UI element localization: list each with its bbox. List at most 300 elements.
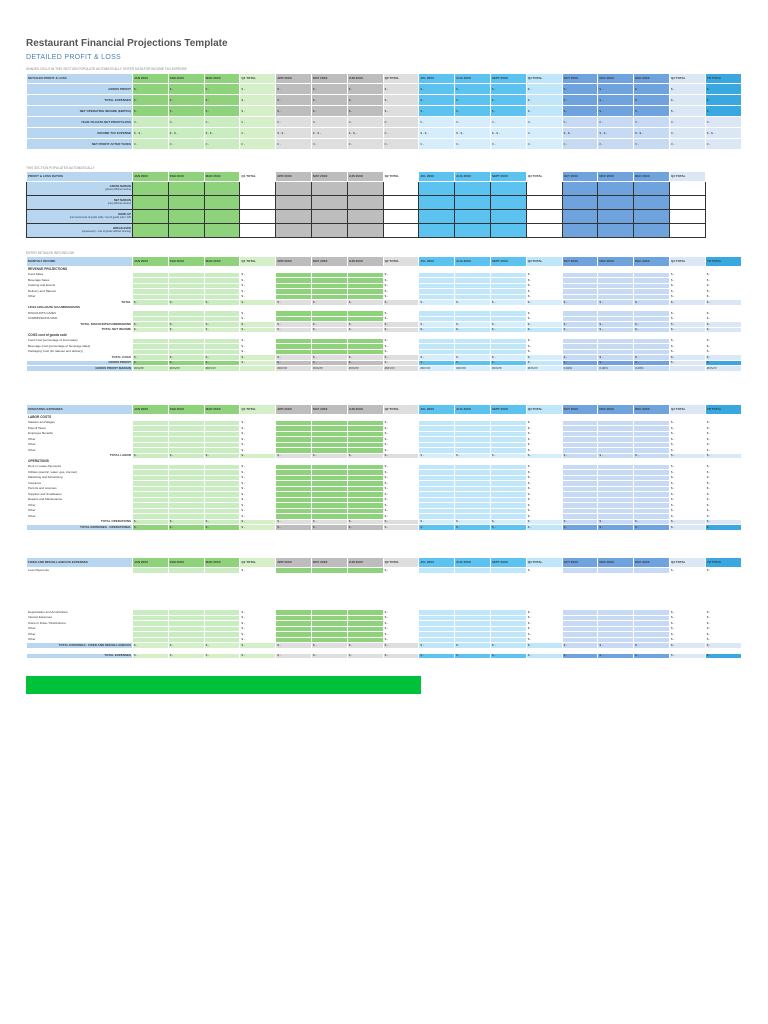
value-cell: $ - <box>490 643 526 649</box>
value-cell: $ - <box>490 360 526 366</box>
value-cell: $ - <box>383 311 419 317</box>
column-header: OCT 20XX <box>562 74 598 84</box>
value-cell: $ - <box>383 420 419 426</box>
value-cell: $ - <box>240 486 276 492</box>
value-cell: $ - <box>133 519 169 525</box>
value-cell: $ - <box>526 448 562 454</box>
row-label: Owner's Draw / Distributions <box>27 621 133 627</box>
row-label: TOTAL EXPENSES <box>27 653 133 659</box>
value-cell: $ - <box>526 355 562 361</box>
value-cell: 0 - <box>490 139 526 150</box>
column-header: NOV 20XX <box>598 172 634 182</box>
value-cell: $ - <box>526 568 562 574</box>
value-cell: $ - <box>383 95 419 106</box>
value-cell: 0 - <box>311 139 347 150</box>
ratio-cell <box>490 210 526 224</box>
value-cell: $ - <box>705 568 741 574</box>
value-cell: $ - <box>240 514 276 520</box>
ratio-cell <box>276 196 312 210</box>
ratio-cell <box>168 196 204 210</box>
column-header: YR TOTAL <box>705 558 741 568</box>
value-cell: $ - <box>383 643 419 649</box>
column-header: AUG 20XX <box>455 257 491 267</box>
value-cell: $ - <box>634 106 670 117</box>
fixed-header-row <box>27 558 742 568</box>
value-cell: $ - <box>204 106 240 117</box>
ratio-cell <box>240 224 276 238</box>
column-header: SEPT 20XX <box>490 172 526 182</box>
ratio-cell <box>455 210 491 224</box>
value-cell: $ - <box>383 475 419 481</box>
ratio-name: GROSS MARGIN <box>109 184 131 188</box>
section-title: LABOR COSTS <box>27 415 742 421</box>
value-cell: 0 - <box>383 128 419 139</box>
value-cell: $ - $ - <box>455 128 491 139</box>
value-cell: $ - <box>598 653 634 659</box>
ratio-cell <box>419 182 455 196</box>
value-cell: $ - <box>634 355 670 361</box>
value-cell: $ - <box>347 453 383 459</box>
value-cell: $ - <box>526 106 562 117</box>
row-label: Rent or Lease Payments <box>27 464 133 470</box>
value-cell: $ - <box>526 615 562 621</box>
value-cell: $ - <box>168 327 204 333</box>
value-cell: $ - <box>419 300 455 306</box>
value-cell: $ - <box>383 355 419 361</box>
value-cell: $ - <box>669 311 705 317</box>
ratio-cell <box>562 196 598 210</box>
value-cell: $ - <box>669 568 705 574</box>
ratio-cell <box>276 224 312 238</box>
value-cell: $ - <box>347 525 383 531</box>
value-cell: $ - <box>240 338 276 344</box>
ratio-cell <box>669 182 705 196</box>
value-cell: $ - <box>455 653 491 659</box>
value-cell: 0 - <box>634 117 670 128</box>
ratio-cell <box>347 196 383 210</box>
value-cell[interactable] <box>562 568 598 574</box>
ratio-cell <box>311 224 347 238</box>
value-cell: $ - <box>383 621 419 627</box>
value-cell: $ - <box>669 470 705 476</box>
column-header: JAN 20XX <box>133 257 169 267</box>
value-cell: $ - <box>419 327 455 333</box>
value-cell: $ - <box>669 610 705 616</box>
value-cell[interactable] <box>347 568 383 574</box>
value-cell: $ - <box>240 653 276 659</box>
value-cell: $ - <box>562 355 598 361</box>
value-cell: $ - <box>240 278 276 284</box>
column-header: APR 20XX <box>276 558 312 568</box>
value-cell[interactable] <box>455 568 491 574</box>
value-cell: $ - <box>240 84 276 95</box>
value-cell[interactable] <box>133 568 169 574</box>
value-cell: $ - <box>455 327 491 333</box>
value-cell: $ - <box>634 519 670 525</box>
value-cell: #DIV/0! <box>133 366 169 372</box>
value-cell: $ - <box>705 632 741 638</box>
value-cell: $ - <box>705 448 741 454</box>
value-cell: $ - <box>311 95 347 106</box>
value-cell: 0 - <box>669 139 705 150</box>
value-cell[interactable] <box>168 568 204 574</box>
value-cell: $ - <box>276 643 312 649</box>
value-cell: $ - <box>240 106 276 117</box>
value-cell: $ - <box>240 322 276 328</box>
value-cell[interactable] <box>276 568 312 574</box>
ratio-row <box>27 182 706 196</box>
value-cell: $ - <box>562 360 598 366</box>
value-cell: $ - <box>383 568 419 574</box>
ratio-cell <box>669 196 705 210</box>
value-cell: $ - <box>705 653 741 659</box>
column-header: OCT 20XX <box>562 405 598 415</box>
value-cell: 0.00% <box>634 366 670 372</box>
ratio-cell <box>526 224 562 238</box>
value-cell: $ - <box>669 360 705 366</box>
value-cell: $ - <box>311 525 347 531</box>
value-cell: $ - <box>526 626 562 632</box>
column-header: MAY 20XX <box>311 74 347 84</box>
value-cell: $ - <box>276 653 312 659</box>
value-cell: $ - <box>383 632 419 638</box>
row-label: Other <box>27 632 133 638</box>
row-label: Marketing and Advertising <box>27 475 133 481</box>
value-cell: $ - <box>204 643 240 649</box>
row-label: GROSS PROFIT <box>27 84 133 95</box>
value-cell: $ - <box>383 349 419 355</box>
value-cell: $ - <box>240 568 276 574</box>
value-cell: $ - <box>705 643 741 649</box>
value-cell: $ - <box>168 519 204 525</box>
value-cell: $ - <box>383 426 419 432</box>
column-header: FEB 20XX <box>168 74 204 84</box>
value-cell: $ - <box>383 431 419 437</box>
value-cell: $ - <box>276 322 312 328</box>
value-cell[interactable] <box>634 568 670 574</box>
column-header: MAR 20XX <box>204 74 240 84</box>
column-header: Q1 TOTAL <box>240 558 276 568</box>
value-cell: $ - <box>669 653 705 659</box>
value-cell: 0 - <box>526 128 562 139</box>
value-cell: $ - <box>705 431 741 437</box>
column-header: APR 20XX <box>276 172 312 182</box>
value-cell: 0 - <box>562 139 598 150</box>
value-cell: $ - <box>669 643 705 649</box>
value-cell: $ - <box>669 615 705 621</box>
value-cell: $ - <box>240 643 276 649</box>
row-label: Utilities (electric, water, gas, internet) <box>27 470 133 476</box>
column-header: SEPT 20XX <box>490 558 526 568</box>
column-header: APR 20XX <box>276 74 312 84</box>
value-cell: $ - <box>705 481 741 487</box>
value-cell[interactable] <box>598 568 634 574</box>
value-cell: $ - <box>311 106 347 117</box>
column-header: Q2 TOTAL <box>383 257 419 267</box>
value-cell: $ - <box>598 327 634 333</box>
column-header: Q1 TOTAL <box>240 405 276 415</box>
value-cell: $ - $ - <box>562 128 598 139</box>
value-cell: $ - <box>705 426 741 432</box>
ratio-cell <box>276 182 312 196</box>
value-cell: $ - <box>168 322 204 328</box>
value-cell: $ - <box>240 621 276 627</box>
value-cell: 0 - <box>455 139 491 150</box>
value-cell: $ - <box>311 453 347 459</box>
value-cell: $ - <box>240 327 276 333</box>
value-cell: $ - <box>705 322 741 328</box>
ratio-cell <box>240 196 276 210</box>
value-cell: $ - <box>526 322 562 328</box>
value-cell[interactable] <box>490 568 526 574</box>
column-header: Q2 TOTAL <box>383 558 419 568</box>
value-cell: $ - <box>383 497 419 503</box>
fixed-expenses-table <box>26 557 742 574</box>
value-cell: $ - <box>347 300 383 306</box>
value-cell: $ - <box>562 300 598 306</box>
value-cell: $ - <box>383 338 419 344</box>
value-cell: $ - <box>276 84 312 95</box>
ratio-cell <box>347 210 383 224</box>
value-cell: $ - <box>383 470 419 476</box>
value-cell[interactable] <box>419 568 455 574</box>
value-cell: $ - <box>276 95 312 106</box>
summary-row <box>27 106 742 117</box>
row-label: TOTAL EXPENSES <box>27 95 133 106</box>
column-header: MAR 20XX <box>204 257 240 267</box>
value-cell: $ - <box>669 95 705 106</box>
value-cell: $ - <box>240 615 276 621</box>
ratio-cell <box>204 210 240 224</box>
value-cell: $ - <box>669 508 705 514</box>
total-row <box>27 366 742 372</box>
value-cell: $ - <box>204 322 240 328</box>
ratio-formula: (net income/cost of goods sold) / cost of goods sold × 100 <box>69 215 131 219</box>
column-header: FEB 20XX <box>168 558 204 568</box>
value-cell: $ - <box>705 355 741 361</box>
value-cell: $ - <box>669 481 705 487</box>
ratio-formula: (net profit/net income) <box>107 201 131 205</box>
column-header: JUN 20XX <box>347 74 383 84</box>
column-header: Q3 TOTAL <box>526 558 562 568</box>
value-cell: $ - <box>168 643 204 649</box>
value-cell: $ - <box>526 338 562 344</box>
value-cell: $ - <box>598 300 634 306</box>
value-cell: $ - <box>347 653 383 659</box>
value-cell: $ - <box>240 508 276 514</box>
value-cell: $ - <box>168 355 204 361</box>
value-cell: $ - <box>526 316 562 322</box>
value-cell: $ - <box>455 643 491 649</box>
column-header: MAR 20XX <box>204 172 240 182</box>
value-cell: $ - <box>526 278 562 284</box>
ratio-cell <box>347 224 383 238</box>
ratio-cell <box>634 182 670 196</box>
row-label: Interest Expenses <box>27 615 133 621</box>
column-header: FEB 20XX <box>168 405 204 415</box>
column-header: Q2 TOTAL <box>383 74 419 84</box>
value-cell: $ - <box>240 437 276 443</box>
value-cell: $ - <box>669 300 705 306</box>
value-cell: $ - <box>705 300 741 306</box>
row-label: GROSS PROFIT <box>27 360 133 366</box>
value-cell: #DIV/0! <box>490 366 526 372</box>
value-cell: $ - <box>133 84 169 95</box>
value-cell: $ - <box>383 316 419 322</box>
ratio-cell <box>526 210 562 224</box>
row-label: Other <box>27 508 133 514</box>
value-cell: $ - <box>669 497 705 503</box>
value-cell: $ - <box>383 437 419 443</box>
column-header: FEB 20XX <box>168 172 204 182</box>
value-cell: $ - <box>419 355 455 361</box>
value-cell: $ - <box>276 300 312 306</box>
column-header: Q3 TOTAL <box>526 172 562 182</box>
column-header: Q4 TOTAL <box>669 74 705 84</box>
value-cell: $ - <box>240 610 276 616</box>
value-cell: $ - <box>240 316 276 322</box>
value-cell: $ - <box>634 643 670 649</box>
ratio-cell <box>168 210 204 224</box>
value-cell: $ - <box>669 525 705 531</box>
ratio-formula: (expenses/(1 - cost of goods sold/net income)) <box>81 229 131 233</box>
value-cell[interactable] <box>311 568 347 574</box>
column-header: JUL 20XX <box>419 558 455 568</box>
value-cell: $ - <box>311 300 347 306</box>
ratio-name: NET MARGIN <box>113 198 131 202</box>
value-cell: $ - <box>669 453 705 459</box>
value-cell: $ - <box>383 442 419 448</box>
value-cell: $ - <box>240 360 276 366</box>
summary-row <box>27 95 742 106</box>
value-cell: $ - <box>526 311 562 317</box>
column-header: Q4 TOTAL <box>669 257 705 267</box>
income-header-row <box>27 257 742 267</box>
value-cell: $ - <box>705 420 741 426</box>
value-cell: $ - <box>168 653 204 659</box>
value-cell: $ - <box>598 453 634 459</box>
ratio-cell <box>455 224 491 238</box>
column-header: NOV 20XX <box>598 257 634 267</box>
ratio-cell <box>598 224 634 238</box>
value-cell: $ - <box>526 508 562 514</box>
value-cell: $ - <box>490 95 526 106</box>
value-cell: $ - <box>311 355 347 361</box>
value-cell: $ - <box>419 519 455 525</box>
column-header: MAY 20XX <box>311 172 347 182</box>
value-cell: $ - $ - <box>311 128 347 139</box>
ratio-cell <box>276 210 312 224</box>
value-cell: $ - <box>669 503 705 509</box>
row-label: COMMISSIONS PAID <box>27 316 133 322</box>
ratio-cell <box>490 224 526 238</box>
column-header: AUG 20XX <box>455 558 491 568</box>
value-cell: $ - <box>419 525 455 531</box>
summary-table <box>26 73 742 150</box>
value-cell: $ - <box>634 95 670 106</box>
value-cell: $ - <box>526 470 562 476</box>
value-cell: 0 - <box>598 139 634 150</box>
value-cell: $ - <box>705 338 741 344</box>
value-cell: $ - <box>490 106 526 117</box>
value-cell: 0 - <box>634 139 670 150</box>
opex-header-row <box>27 405 742 415</box>
value-cell: $ - <box>634 322 670 328</box>
value-cell: $ - <box>562 525 598 531</box>
column-header: JAN 20XX <box>133 558 169 568</box>
ratio-cell <box>562 210 598 224</box>
ratio-cell <box>634 196 670 210</box>
row-label: Insurance <box>27 481 133 487</box>
value-cell: #DIV/0! <box>204 366 240 372</box>
value-cell: 0 - <box>419 139 455 150</box>
value-cell: $ - $ - <box>490 128 526 139</box>
value-cell: $ - <box>490 322 526 328</box>
value-cell: $ - <box>705 475 741 481</box>
value-cell: 0 - <box>347 139 383 150</box>
value-cell: $ - <box>705 294 741 300</box>
value-cell: $ - <box>705 327 741 333</box>
value-cell: $ - <box>490 519 526 525</box>
value-cell: $ - <box>669 626 705 632</box>
ratio-cell <box>204 196 240 210</box>
value-cell: $ - <box>204 95 240 106</box>
value-cell: #DIV/0! <box>168 366 204 372</box>
value-cell: $ - <box>490 453 526 459</box>
value-cell: $ - <box>669 289 705 295</box>
value-cell: $ - <box>705 497 741 503</box>
value-cell[interactable] <box>204 568 240 574</box>
value-cell: $ - <box>562 106 598 117</box>
ratio-cell <box>383 196 419 210</box>
value-cell: $ - <box>526 437 562 443</box>
ratio-cell <box>419 210 455 224</box>
row-label: TOTAL COGS <box>27 355 133 361</box>
value-cell: $ - <box>455 360 491 366</box>
ratio-cell <box>598 210 634 224</box>
value-cell: $ - <box>634 84 670 95</box>
value-cell: 0 - <box>204 117 240 128</box>
value-cell: $ - <box>705 508 741 514</box>
column-header: JAN 20XX <box>133 405 169 415</box>
value-cell: $ - <box>598 322 634 328</box>
value-cell: $ - <box>419 653 455 659</box>
column-header: Q3 TOTAL <box>526 74 562 84</box>
value-cell: 0 - <box>240 117 276 128</box>
value-cell: $ - <box>276 519 312 525</box>
value-cell: $ - <box>383 508 419 514</box>
enter-note: ENTER DETAILED INFO BELOW <box>26 251 74 255</box>
value-cell: $ - <box>526 272 562 278</box>
value-cell: $ - <box>204 653 240 659</box>
value-cell: $ - <box>526 95 562 106</box>
value-cell: #DIV/0! <box>311 366 347 372</box>
column-header: DEC 20XX <box>634 172 670 182</box>
column-header: JAN 20XX <box>133 172 169 182</box>
value-cell: 0 - <box>168 117 204 128</box>
template-banner[interactable] <box>26 676 421 694</box>
column-header: DEC 20XX <box>634 558 670 568</box>
column-header: MAR 20XX <box>204 558 240 568</box>
row-label: Other <box>27 437 133 443</box>
value-cell: $ - <box>168 360 204 366</box>
value-cell: $ - $ - <box>598 128 634 139</box>
value-cell: $ - <box>598 84 634 95</box>
column-header: AUG 20XX <box>455 405 491 415</box>
value-cell: $ - <box>204 453 240 459</box>
value-cell: $ - <box>705 283 741 289</box>
value-cell: $ - <box>240 448 276 454</box>
